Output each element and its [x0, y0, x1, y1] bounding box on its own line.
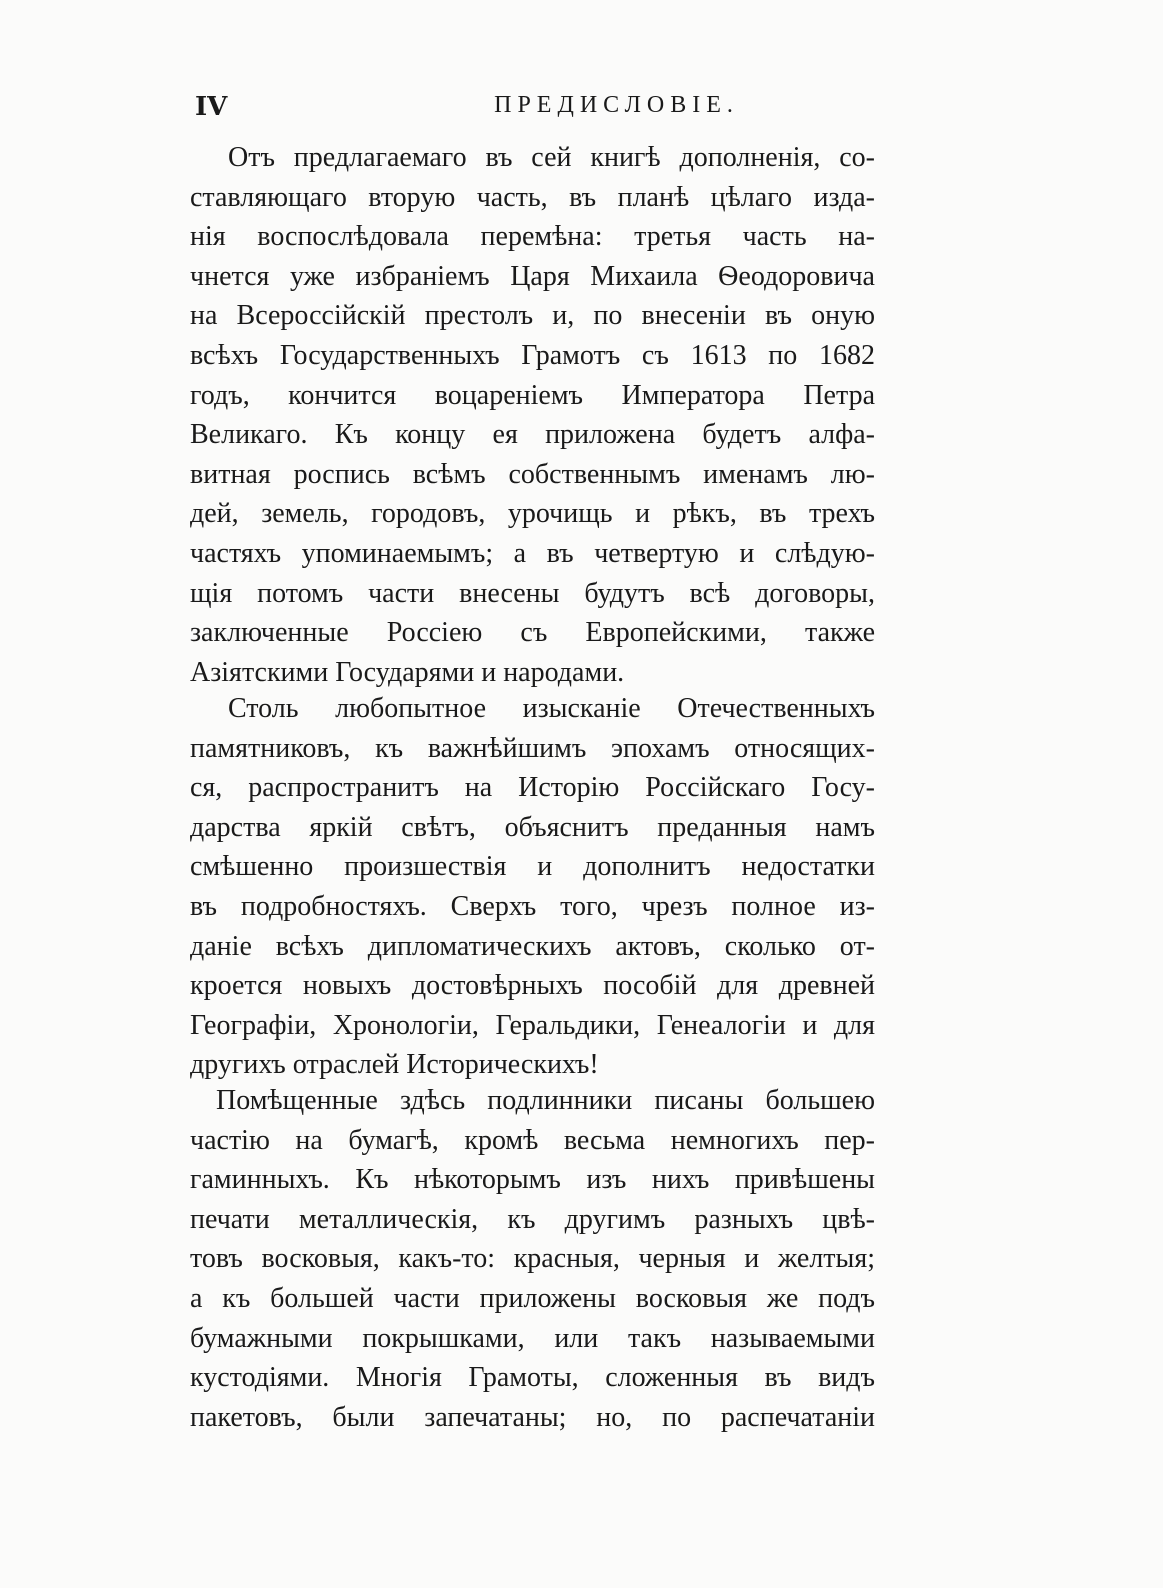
text-line: частяхъ упоминаемымъ; а въ четвертую и слѣдую- — [190, 537, 875, 569]
text-line: частію на бумагѣ, кромѣ весьма немногихъ пер- — [190, 1124, 875, 1156]
running-head: ПРЕДИСЛОВІЕ. — [494, 92, 739, 118]
text-line: кустодіями. Многія Грамоты, сложенныя въ видъ — [190, 1362, 875, 1394]
text-line: дей, земель, городовъ, урочищь и рѣкъ, въ трехъ — [190, 498, 875, 530]
text-line: ся, распространитъ на Исторію Россійскаго Госу- — [190, 772, 875, 804]
text-line: даніе всѣхъ дипломатическихъ актовъ, сколько от- — [190, 930, 875, 962]
text-line: другихъ отраслей Историческихъ! — [190, 1049, 599, 1081]
text-line: въ подробностяхъ. Сверхъ того, чрезъ полное из- — [190, 890, 875, 922]
text-line: годъ, кончится воцареніемъ Императора Петра — [190, 379, 875, 411]
text-line: чнется уже избраніемъ Царя Михаила Ѳеодоровича — [190, 260, 875, 292]
text-line: товъ восковыя, какъ-то: красныя, черныя и желтыя; — [190, 1243, 875, 1275]
text-line: на Всероссійскій престолъ и, по внесеніи въ оную — [190, 300, 875, 332]
text-line: витная роспись всѣмъ собственнымъ именамъ лю- — [190, 458, 875, 490]
paragraph-1 — [190, 138, 875, 692]
text-line: Столь любопытное изысканіе Отечественныхъ — [228, 693, 875, 724]
text-line: нія воспослѣдовала перемѣна: третья часть на- — [190, 221, 875, 253]
text-line: Великаго. Къ концу ея приложена будетъ алфа- — [190, 419, 875, 451]
text-line: памятниковъ, къ важнѣйшимъ эпохамъ относящих- — [190, 732, 875, 764]
paragraph-2 — [190, 689, 875, 1085]
text-line: печати металлическія, къ другимъ разныхъ цвѣ- — [190, 1203, 875, 1235]
text-line: щія потомъ части внесены будутъ всѣ договоры, — [190, 577, 875, 609]
text-line: ставляющаго вторую часть, въ планѣ цѣлаго изда- — [190, 181, 875, 213]
text-line: заключенные Россіею съ Европейскими, также — [190, 617, 875, 649]
text-line: Отъ предлагаемаго въ сей книгѣ дополненія, со- — [228, 142, 875, 173]
text-line: пакетовъ, были запечатаны; но, по распечатаніи — [190, 1401, 875, 1433]
text-line: Азіятскими Государями и народами. — [190, 656, 625, 688]
text-line: всѣхъ Государственныхъ Грамотъ съ 1613 по 1682 — [190, 339, 875, 371]
text-line: гаминныхъ. Къ нѣкоторымъ изъ нихъ привѣшены — [190, 1164, 875, 1196]
paragraph-3 — [190, 1081, 875, 1437]
text-line: Помѣщенные здѣсь подлинники писаны большею — [216, 1085, 875, 1116]
text-line: а къ большей части приложены восковыя же подъ — [190, 1282, 875, 1314]
text-line: Географіи, Хронологіи, Геральдики, Генеалогіи и для — [190, 1009, 875, 1041]
text-line: бумажными покрышками, или такъ называемыми — [190, 1322, 875, 1354]
page-number: IV — [195, 92, 228, 122]
text-line: кроется новыхъ достовѣрныхъ пособій для древней — [190, 970, 875, 1002]
text-line: смѣшенно произшествія и дополнитъ недостатки — [190, 851, 875, 883]
text-line: дарства яркій свѣтъ, объяснитъ преданныя намъ — [190, 811, 875, 843]
